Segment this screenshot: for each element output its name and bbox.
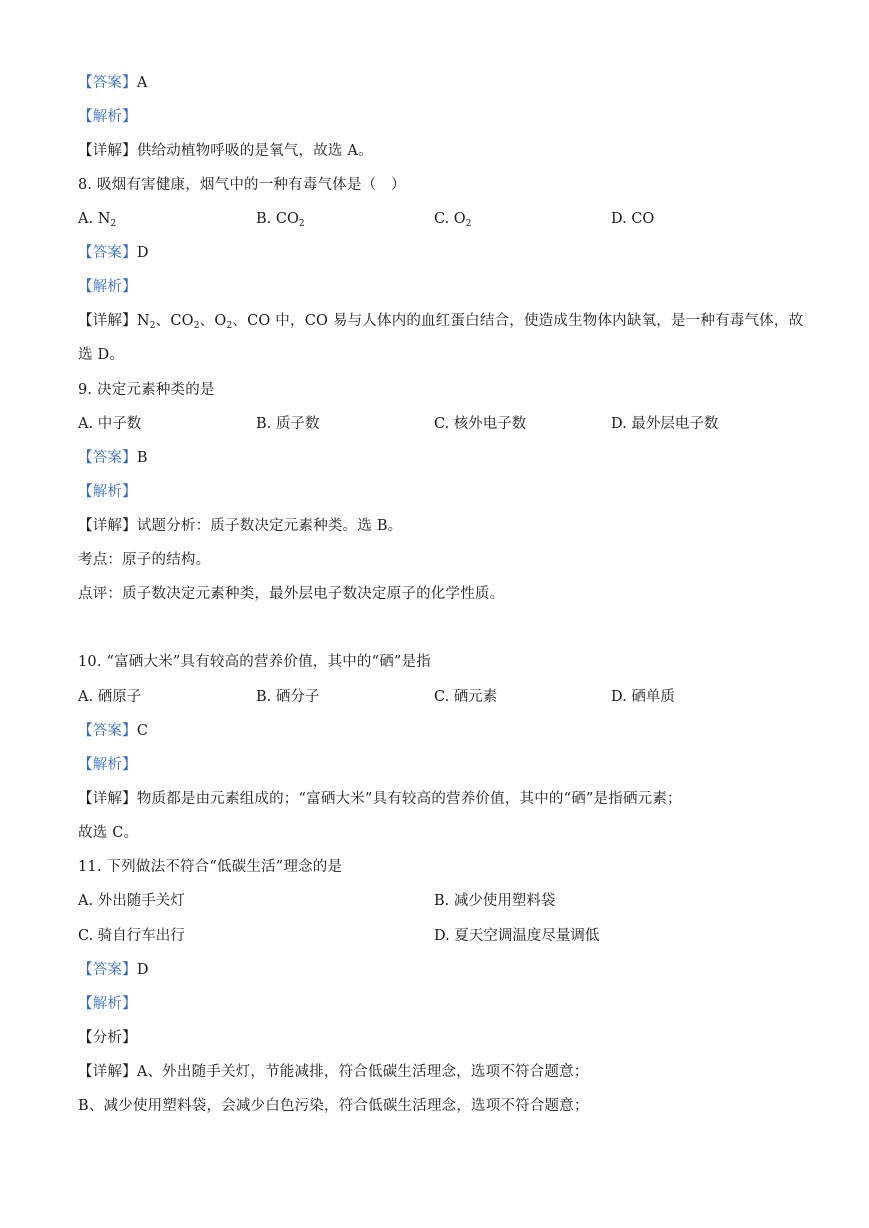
q9-question: 9. 决定元素种类的是 xyxy=(78,382,215,398)
q8-answer-line xyxy=(78,243,149,263)
q10-answer-line xyxy=(78,721,148,741)
q10-detail-text: 物质都是由元素组成的；“富硒大米”具有较高的营养价值，其中的“硒”是指硒元素； xyxy=(136,791,682,807)
q8-option-d xyxy=(611,209,654,229)
q9-analysis-line xyxy=(78,482,137,502)
q11-option-d: D. 夏天空调温度尽量调低 xyxy=(434,928,600,944)
q10-answer-value: C xyxy=(136,723,149,739)
q8-option-c xyxy=(434,209,471,229)
breakdown-tag: 【分析】 xyxy=(78,1030,137,1046)
answer-tag: 【答案】 xyxy=(78,75,137,91)
q11-analysis-line xyxy=(78,994,137,1014)
q11-detail-line xyxy=(78,1062,588,1082)
detail-tag: 【详解】 xyxy=(78,518,137,534)
q9-comment: 点评：质子数决定元素种类，最外层电子数决定原子的化学性质。 xyxy=(78,586,505,602)
q8-option-b-subscript: 2 xyxy=(298,219,305,229)
q8-option-a-formula: N xyxy=(97,211,111,227)
answer-tag: 【答案】 xyxy=(78,245,137,261)
analysis-tag: 【解析】 xyxy=(78,996,137,1012)
q11-option-b: B. 减少使用塑料袋 xyxy=(434,893,556,909)
q8-option-a-subscript: 2 xyxy=(110,219,117,229)
q9-answer-line xyxy=(78,448,148,468)
q10-option-c: C. 硒元素 xyxy=(434,689,498,705)
detail-tag: 【详解】 xyxy=(78,313,137,329)
answer-tag: 【答案】 xyxy=(78,723,137,739)
q9-option-d: D. 最外层电子数 xyxy=(611,416,719,432)
q11-option-c: C. 骑自行车出行 xyxy=(78,928,185,944)
answer-tag: 【答案】 xyxy=(78,450,137,466)
q8-option-c-formula: O xyxy=(453,211,466,227)
q9-answer-value: B xyxy=(136,450,148,466)
q7-answer-value: A xyxy=(136,75,148,91)
q9-option-c: C. 核外电子数 xyxy=(434,416,527,432)
q11-detail-a: A、外出随手关灯，节能减排，符合低碳生活理念，选项不符合题意； xyxy=(136,1064,589,1080)
q10-option-b: B. 硒分子 xyxy=(256,689,320,705)
q10-option-a: A. 硒原子 xyxy=(78,689,142,705)
q8-analysis-line xyxy=(78,277,137,297)
analysis-tag: 【解析】 xyxy=(78,109,137,125)
q11-option-a: A. 外出随手关灯 xyxy=(78,893,185,909)
q9-detail-text: 试题分析：质子数决定元素种类。选 B。 xyxy=(136,518,403,534)
q8-option-a-label: A. xyxy=(78,211,98,227)
q10-detail-line xyxy=(78,789,682,809)
q10-option-d: D. 硒单质 xyxy=(611,689,675,705)
analysis-tag: 【解析】 xyxy=(78,757,137,773)
q8-option-c-subscript: 2 xyxy=(465,219,472,229)
q7-answer-line xyxy=(78,73,147,93)
q7-analysis-line xyxy=(78,107,137,127)
answer-tag: 【答案】 xyxy=(78,962,137,978)
detail-tag: 【详解】 xyxy=(78,1064,137,1080)
q11-detail-b: B、减少使用塑料袋，会减少白色污染，符合低碳生活理念，选项不符合题意； xyxy=(78,1098,589,1114)
q11-answer-line xyxy=(78,960,149,980)
q7-detail-text: 供给动植物呼吸的是氧气，故选 A。 xyxy=(136,143,373,159)
q7-detail-line xyxy=(78,141,373,161)
q8-option-b-formula: CO xyxy=(275,211,299,227)
q9-key-point: 考点：原子的结构。 xyxy=(78,552,211,568)
q11-answer-value: D xyxy=(136,962,149,978)
analysis-tag: 【解析】 xyxy=(78,279,137,295)
q9-option-b: B. 质子数 xyxy=(256,416,320,432)
q8-option-b xyxy=(256,209,305,229)
q8-detail-continuation: 选 D。 xyxy=(78,347,125,363)
q9-detail-line xyxy=(78,516,402,536)
q10-analysis-line xyxy=(78,755,137,775)
analysis-tag: 【解析】 xyxy=(78,484,137,500)
q8-answer-value: D xyxy=(136,245,149,261)
detail-tag: 【详解】 xyxy=(78,143,137,159)
q10-question: 10. “富硒大米”具有较高的营养价值，其中的“硒”是指 xyxy=(78,654,431,670)
q10-detail-continuation: 故选 C。 xyxy=(78,825,139,841)
q11-breakdown-line xyxy=(78,1028,137,1048)
q8-question: 8. 吸烟有害健康，烟气中的一种有毒气体是（ ） xyxy=(78,177,406,193)
q11-question: 11. 下列做法不符合“低碳生活”理念的是 xyxy=(78,859,343,875)
detail-tag: 【详解】 xyxy=(78,791,137,807)
q8-option-d-formula: CO xyxy=(631,211,655,227)
q8-option-c-label: C. xyxy=(434,211,454,227)
q8-detail-line: 【详解】$N_2$、$CO_2$、$O_2$、CO 中，CO 易与人体内的血红蛋白结合，使造成生物体内缺氧，是一种有毒气体，故 xyxy=(78,313,804,331)
q8-option-a xyxy=(78,209,116,229)
q9-option-a: A. 中子数 xyxy=(78,416,142,432)
q8-option-b-label: B. xyxy=(256,211,276,227)
q8-option-d-label: D. xyxy=(611,211,632,227)
